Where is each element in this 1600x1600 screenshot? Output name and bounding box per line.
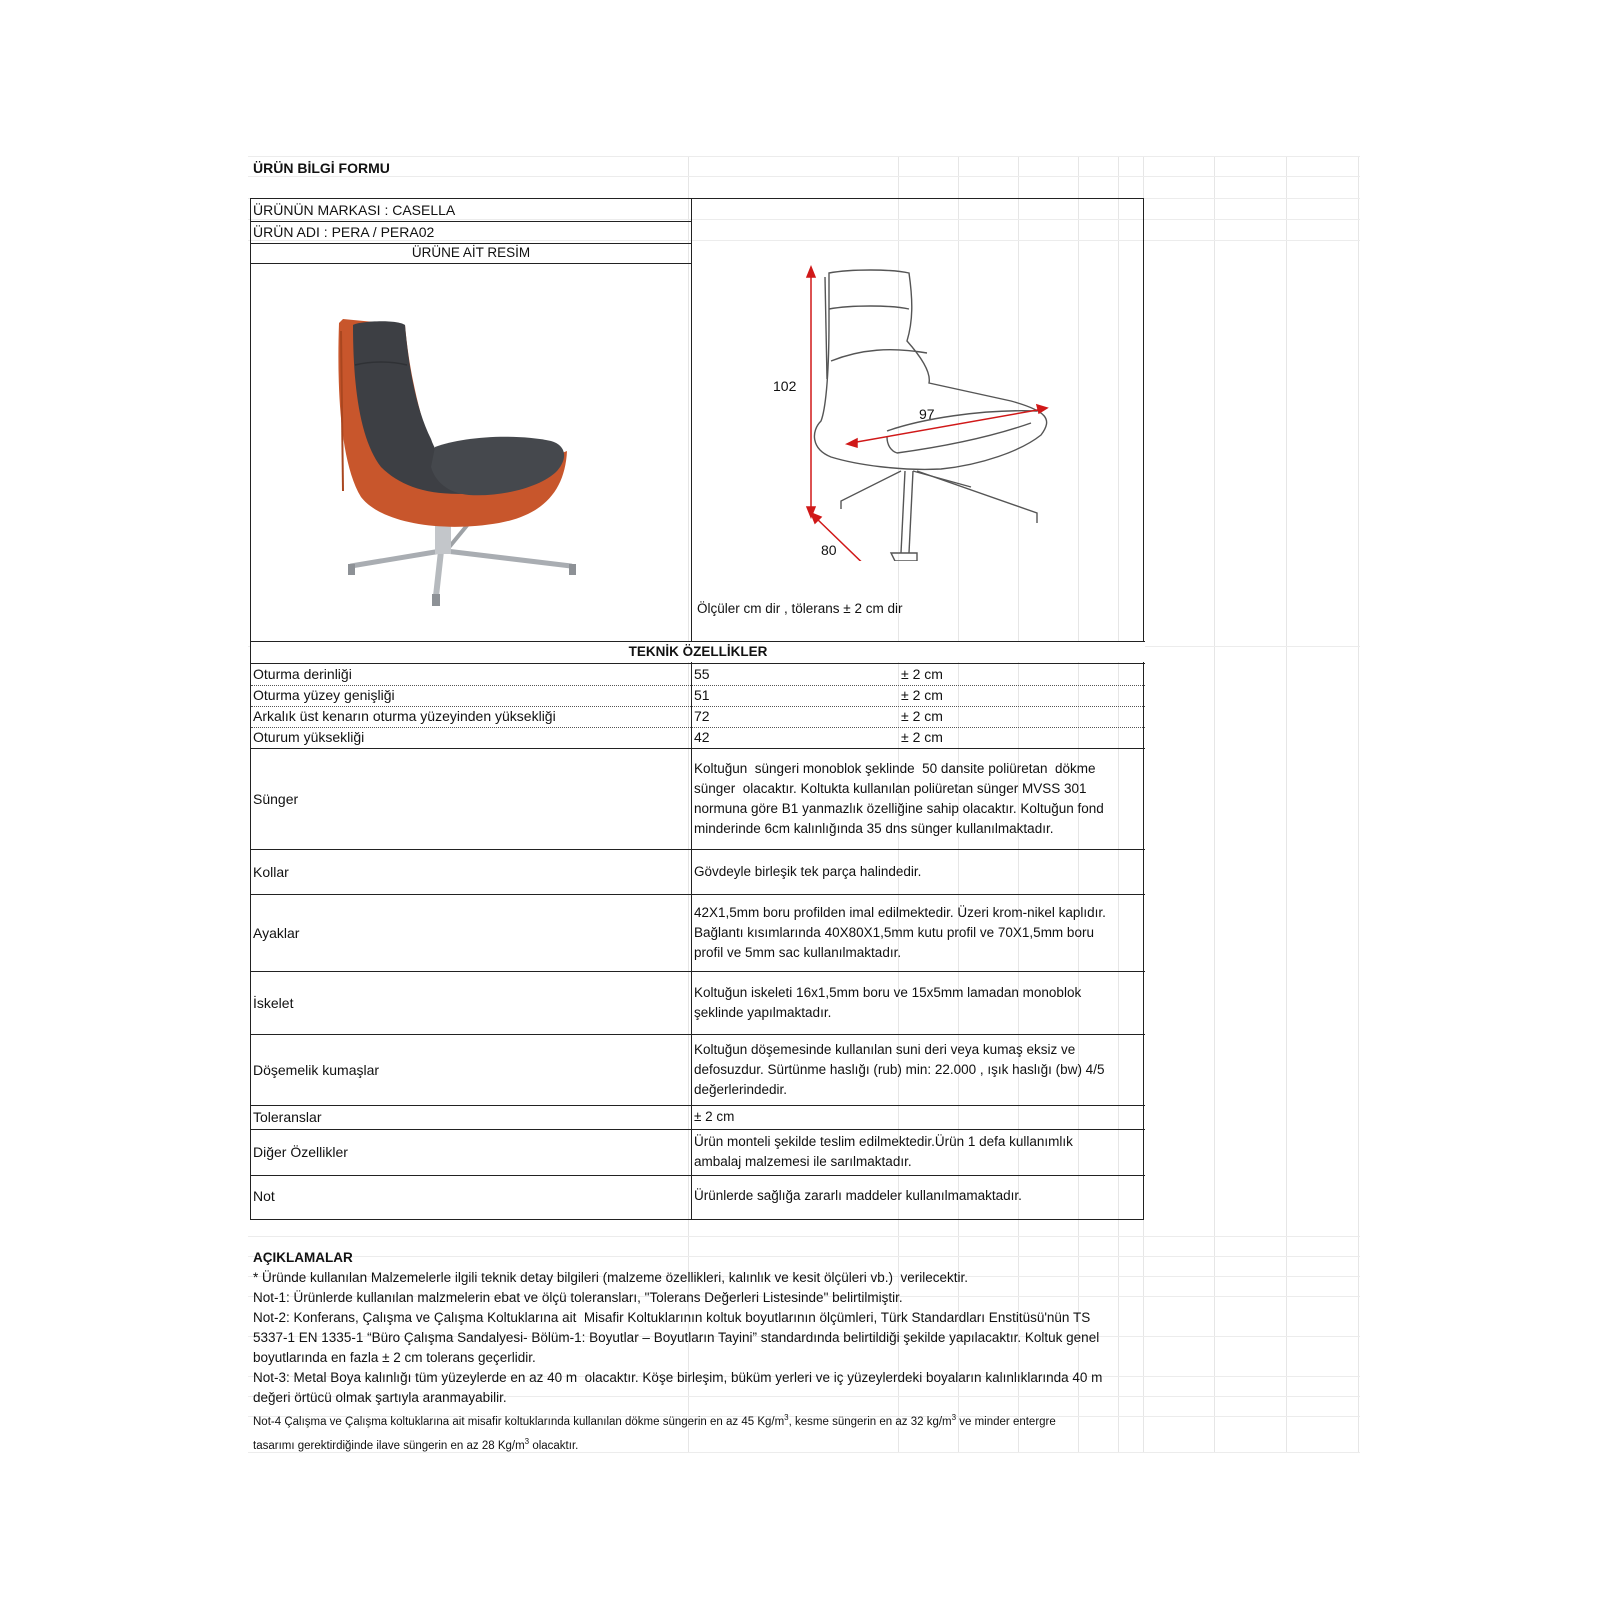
spec-value-line: defosuzdur. Sürtünme haslığı (rub) min: 22.000 , ışık haslığı (bw) 4/5 — [694, 1061, 1105, 1077]
notes-section — [253, 1248, 1153, 1456]
form-title: ÜRÜN BİLGİ FORMU — [253, 160, 390, 176]
note-line: 5337-1 EN 1335-1 “Büro Çalışma Sandalyesi- Bölüm-1: Boyutlar – Boyutların Tayini” standardında belirtildiği şekilde yapılacaktır. Koltuk genel — [253, 1330, 1100, 1345]
brand-label: ÜRÜNÜN MARKASI : CASELLA — [253, 202, 456, 218]
product-photo — [251, 261, 691, 646]
tech-heading: TEKNİK ÖZELLİKLER — [251, 642, 1145, 662]
product-form — [250, 198, 1144, 1220]
spec-label: Kollar — [253, 863, 289, 880]
measure-tolerance: ± 2 cm — [901, 666, 943, 682]
spec-value — [694, 1175, 1142, 1217]
measure-label: Arkalık üst kenarın oturma yüzeyinden yüksekliği — [253, 708, 556, 724]
spec-value — [694, 971, 1142, 1034]
measure-tolerance: ± 2 cm — [901, 687, 943, 703]
spec-label: Döşemelik kumaşlar — [253, 1061, 380, 1078]
dimension-note: Ölçüler cm dir , tölerans ± 2 cm dir — [697, 601, 903, 616]
spec-label: İskelet — [253, 994, 294, 1011]
spec-value-line: Koltuğun iskeleti 16x1,5mm boru ve 15x5mm lamadan monoblok — [694, 984, 1082, 1000]
spec-value-line: 42X1,5mm boru profilden imal edilmektedir. Üzeri krom-nikel kaplıdır. — [694, 904, 1106, 920]
measure-tolerance: ± 2 cm — [901, 729, 943, 745]
note-line: Not-1: Ürünlerde kullanılan malzmelerin ebat ve ölçü toleransları, "Tolerans Değerleri Listesinde" belirtilmiştir. — [253, 1290, 903, 1305]
note-line: Not-2: Konferans, Çalışma ve Çalışma Koltuklarına ait Misafir Koltuklarının koltuk boyutlarının ölçümleri, Türk Standardları Enstitüsü'nün TS — [253, 1310, 1091, 1325]
spec-value — [694, 1105, 1142, 1129]
note-line: boyutlarında en fazla ± 2 cm tolerans geçerlidir. — [253, 1350, 536, 1365]
note-line: değeri örtücü olmak şartıyla aranmayabilir. — [253, 1390, 507, 1405]
notes-list — [253, 1268, 1153, 1408]
depth-dimension: 80 — [821, 542, 837, 558]
spec-label: Not — [253, 1188, 275, 1204]
note-line: * Üründe kullanılan Malzemelerle ilgili teknik detay bilgileri (malzeme özellikleri, kalınlık ve kesit ölçüleri vb.) verilecektir. — [253, 1270, 969, 1285]
spec-value-line: ambalaj malzemesi ile sarılmaktadır. — [694, 1154, 912, 1169]
measure-label: Oturma yüzey genişliği — [253, 687, 395, 703]
measure-label: Oturma derinliği — [253, 666, 352, 682]
note-line: Not-3: Metal Boya kalınlığı tüm yüzeylerde en az 40 m olacaktır. Köşe birleşim, büküm yerleri ve iç yüzeylerdeki boyaların kalınlıklarında 40 m — [253, 1370, 1103, 1385]
spec-value-line: değerlerindedir. — [694, 1081, 788, 1097]
spec-value-line: Ürünlerde sağlığa zararlı maddeler kullanılmamaktadır. — [694, 1188, 1022, 1203]
height-dimension: 102 — [773, 378, 797, 394]
spec-value-line: Koltuğun süngeri monoblok şeklinde 50 dansite poliüretan dökme — [694, 760, 1096, 776]
spec-value-line: Gövdeyle birleşik tek parça halindedir. — [694, 863, 922, 879]
spec-label: Toleranslar — [253, 1109, 322, 1125]
notes-heading: AÇIKLAMALAR — [253, 1250, 353, 1265]
spec-value-line: profil ve 5mm sac kullanılmaktadır. — [694, 944, 902, 960]
image-label: ÜRÜNE AİT RESİM — [411, 245, 531, 260]
spec-label: Ayaklar — [253, 924, 300, 941]
spec-value — [694, 1129, 1142, 1175]
measure-value: 72 — [694, 708, 710, 724]
spec-value — [694, 1034, 1142, 1105]
measure-value: 55 — [694, 666, 710, 682]
spec-value-line: sünger olacaktır. Koltukta kullanılan poliüretan sünger MVSS 301 — [694, 780, 1087, 796]
spec-label: Diğer Özellikler — [253, 1144, 348, 1160]
product-name-label: ÜRÜN ADI : PERA / PERA02 — [253, 224, 435, 240]
spec-value — [694, 849, 1142, 894]
chair-base — [348, 516, 576, 606]
note-4: Not-4 Çalışma ve Çalışma koltuklarına ait misafir koltuklarında kullanılan dökme süngerin en az 45 $Kg/m^3$, kesme süngerin en az 32 $kg/m^3$ ve minder entergre tasarımı gerektirdiğinde ilave süngerin en az 28 $Kg/m^3$ olacaktır. — [253, 1413, 1056, 1452]
spec-value-line: Koltuğun döşemesinde kullanılan suni deri veya kumaş eksiz ve — [694, 1041, 1076, 1057]
spec-value-line: minderinde 6cm kalınlığında 35 dns sünger kullanılmaktadır. — [694, 820, 1054, 836]
measure-tolerance: ± 2 cm — [901, 708, 943, 724]
spec-label: Sünger — [253, 790, 299, 807]
measure-value: 51 — [694, 687, 710, 703]
spec-value-line: Ürün monteli şekilde teslim edilmektedir.Ürün 1 defa kullanımlık — [694, 1134, 1073, 1149]
dimension-drawing — [691, 261, 1143, 561]
spec-value-line: şeklinde yapılmaktadır. — [694, 1004, 832, 1020]
spec-value-line: ± 2 cm — [694, 1109, 735, 1124]
spec-value-line: normuna göre B1 yanmazlık özelliğine sahip olacaktır. Koltuğun fond — [694, 800, 1104, 816]
spec-value — [694, 894, 1142, 971]
spec-value-line: Bağlantı kısımlarında 40X80X1,5mm kutu profil ve 70X1,5mm boru — [694, 924, 1094, 940]
spec-value — [694, 748, 1142, 849]
measure-value: 42 — [694, 729, 710, 745]
width-dimension: 97 — [919, 406, 935, 422]
measure-label: Oturum yüksekliği — [253, 729, 365, 745]
